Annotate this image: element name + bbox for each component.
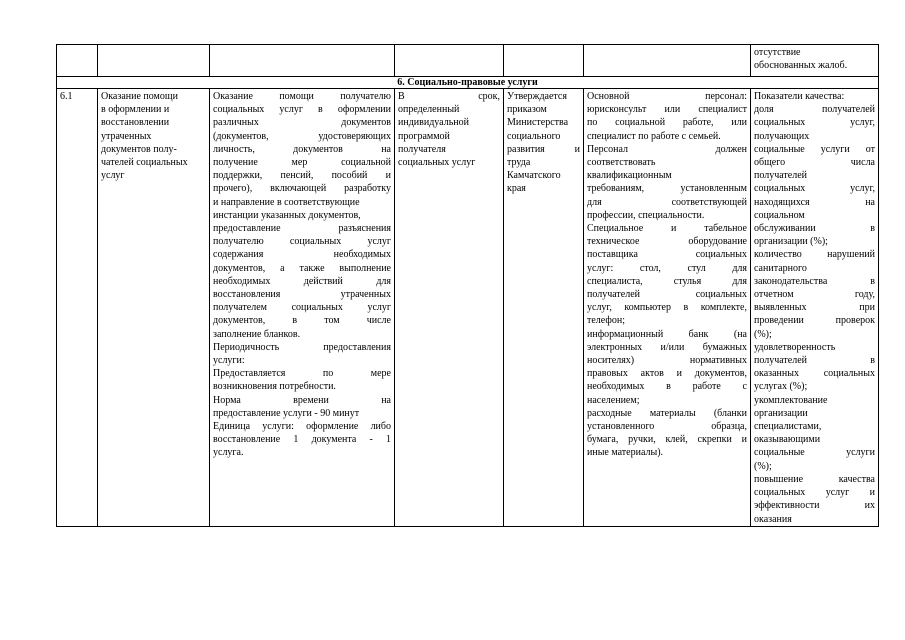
- text-line: программой: [398, 130, 450, 142]
- text-line: социальных услуг,: [754, 183, 875, 195]
- text-line: специалистами,: [754, 421, 822, 433]
- cell-service-description: [210, 89, 395, 527]
- text-line: Камчатского: [507, 170, 561, 182]
- text-line: носителях) нормативных: [587, 355, 747, 367]
- text-line: получателем социальных услуг: [213, 302, 391, 314]
- text-line: населением;: [587, 394, 640, 406]
- cell-term: [395, 89, 504, 527]
- text-line: и направление в соответствующие: [213, 196, 360, 208]
- text-line: бумага, ручки, клей, скрепки и: [587, 434, 747, 446]
- text-line: приказом: [507, 104, 547, 116]
- text-line: оказания: [754, 513, 792, 525]
- text-line: общего числа: [754, 157, 875, 169]
- cell-number: [57, 89, 98, 527]
- text-line: заполнение бланков.: [213, 328, 301, 340]
- text-line: информационный банк (на: [587, 328, 747, 340]
- text-line: соответствовать: [587, 157, 656, 169]
- text-line: получателю социальных услуг: [213, 236, 391, 248]
- text-line: эффективности их: [754, 500, 875, 512]
- cell-approval: [504, 89, 584, 527]
- text-line: труда: [507, 157, 531, 169]
- cell-empty: [210, 45, 395, 77]
- cell-empty: [98, 45, 210, 77]
- text-line: получателя: [398, 143, 446, 155]
- text-line: в оформлении и: [101, 104, 170, 116]
- text-line: документов полу-: [101, 143, 177, 155]
- text-line: техническое оборудование: [587, 236, 747, 248]
- text-line: Периодичность предоставления: [213, 341, 391, 353]
- text-line: выявленных при: [754, 302, 875, 314]
- text-line: иные материалы).: [587, 447, 664, 459]
- cell-empty: [504, 45, 584, 77]
- text-line: восстановление 1 документа - 1: [213, 434, 391, 446]
- text-line: оказывающими: [754, 434, 821, 446]
- text-line: законодательства в: [754, 275, 875, 287]
- text-line: услуг: [101, 170, 125, 182]
- text-line: предоставление услуги - 90 минут: [213, 407, 360, 419]
- text-line: социального: [507, 130, 561, 142]
- text-line: получение мер социальной: [213, 157, 391, 169]
- text-line: удовлетворенность: [754, 341, 836, 353]
- cell-quality: [751, 89, 879, 527]
- text-line: развития и: [507, 143, 580, 155]
- text-line: отчетном году,: [754, 289, 875, 301]
- text-line: специалиста, стулья для: [587, 275, 747, 287]
- service-row: [57, 89, 879, 527]
- text-line: услуг, компьютер в комплекте,: [587, 302, 747, 314]
- text-line: содержания необходимых: [213, 249, 391, 261]
- text-line: возникновения потребности.: [213, 381, 336, 393]
- text-line: обслуживании в: [754, 223, 875, 235]
- text-line: укомплектование: [754, 394, 828, 406]
- text-line: установленного образца,: [587, 421, 747, 433]
- text-line: услуги:: [213, 355, 245, 367]
- text-line: документов, а также выполнение: [213, 262, 391, 274]
- text-line: электронных и/или бумажных: [587, 341, 747, 353]
- text-line: поставщика социальных: [587, 249, 747, 261]
- text-line: юрисконсульт или специалист: [587, 104, 747, 116]
- cell-conditions: [584, 89, 751, 527]
- text-line: повышение качества: [754, 473, 875, 485]
- text-line: Министерства: [507, 117, 569, 129]
- text-line: требованиям, установленным: [587, 183, 747, 195]
- services-table: [56, 44, 879, 527]
- text-line: услуга.: [213, 447, 244, 459]
- text-line: Оказание помощи: [101, 91, 178, 102]
- text-line: проведении проверок: [754, 315, 875, 327]
- text-line: необходимых в работе с: [587, 381, 747, 393]
- text-line: (%);: [754, 328, 772, 340]
- text-line: для соответствующей: [587, 196, 747, 208]
- text-line: услуг: стол, стул для: [587, 262, 747, 274]
- text-line: получателей: [754, 170, 808, 182]
- text-line: специалист по работе с семьей.: [587, 130, 721, 142]
- text-line: личность, документов на: [213, 143, 391, 155]
- text-line: социальных услуг в оформлении: [213, 104, 391, 116]
- cell-empty: [395, 45, 504, 77]
- text-line: расходные материалы (бланки: [587, 407, 747, 419]
- text-line: количество нарушений: [754, 249, 875, 261]
- text-line: телефон;: [587, 315, 625, 327]
- text-line: чателей социальных: [101, 157, 188, 169]
- cell-empty: [584, 45, 751, 77]
- text-line: Показатели качества:: [754, 91, 845, 102]
- text-line: восстановлении: [101, 117, 170, 129]
- text-line: утраченных: [101, 130, 152, 142]
- text-line: профессии, специальности.: [587, 209, 705, 221]
- text-line: (%);: [754, 460, 772, 472]
- text-line: получателей в: [754, 355, 875, 367]
- text-line: организации: [754, 407, 808, 419]
- text-line: необходимых действий для: [213, 275, 391, 287]
- text-line: документов, в том числе: [213, 315, 391, 327]
- text-line: определенный: [398, 104, 460, 116]
- cell-quality-continued: [751, 45, 879, 77]
- text-line: обоснованных жалоб.: [754, 60, 848, 72]
- text-line: прочего), включающей разработку: [213, 183, 391, 195]
- section-title: 6. Социально-правовые услуги: [57, 77, 879, 89]
- text-line: (документов, удостоверяющих: [213, 130, 391, 142]
- text-line: санитарного: [754, 262, 807, 274]
- text-line: Утверждается: [507, 91, 567, 102]
- text-line: получателей социальных: [587, 289, 747, 301]
- text-line: доля получателей: [754, 104, 875, 116]
- text-line: социальных услуг: [398, 157, 476, 169]
- text-line: находящихся на: [754, 196, 875, 208]
- text-line: социальных услуг и: [754, 487, 875, 499]
- text-line: социальные услуги: [754, 447, 875, 459]
- section-row: [57, 77, 879, 89]
- text-line: Специальное и табельное: [587, 223, 747, 235]
- text-line: оказанных социальных: [754, 368, 875, 380]
- text-line: организации (%);: [754, 236, 828, 248]
- text-line: края: [507, 183, 526, 195]
- text-line: индивидуальной: [398, 117, 469, 129]
- text-line: по социальной работе, или: [587, 117, 747, 129]
- text-line: Норма времени на: [213, 394, 391, 406]
- text-line: поддержки, пенсий, пособий и: [213, 170, 391, 182]
- text-line: услугах (%);: [754, 381, 808, 393]
- text-line: Персонал должен: [587, 143, 747, 155]
- continued-row: [57, 45, 879, 77]
- text-line: Единица услуги: оформление либо: [213, 421, 391, 433]
- text-line: социальном: [754, 209, 805, 221]
- text-line: отсутствие: [754, 47, 801, 58]
- text-line: социальные услуги от: [754, 143, 875, 155]
- text-line: правовых актов и документов,: [587, 368, 747, 380]
- text-line: Основной персонал:: [587, 91, 747, 102]
- text-line: Предоставляется по мере: [213, 368, 391, 380]
- row-number: 6.1: [60, 91, 73, 102]
- text-line: восстановления утраченных: [213, 289, 391, 301]
- text-line: предоставление разъяснения: [213, 223, 391, 235]
- cell-service-name: [98, 89, 210, 527]
- text-line: различных документов: [213, 117, 391, 129]
- text-line: В срок,: [398, 91, 500, 102]
- text-line: социальных услуг,: [754, 117, 875, 129]
- text-line: Оказание помощи получателю: [213, 91, 391, 102]
- text-line: квалификационным: [587, 170, 672, 182]
- cell-empty: [57, 45, 98, 77]
- text-line: получающих: [754, 130, 810, 142]
- text-line: инстанции указанных документов,: [213, 209, 361, 221]
